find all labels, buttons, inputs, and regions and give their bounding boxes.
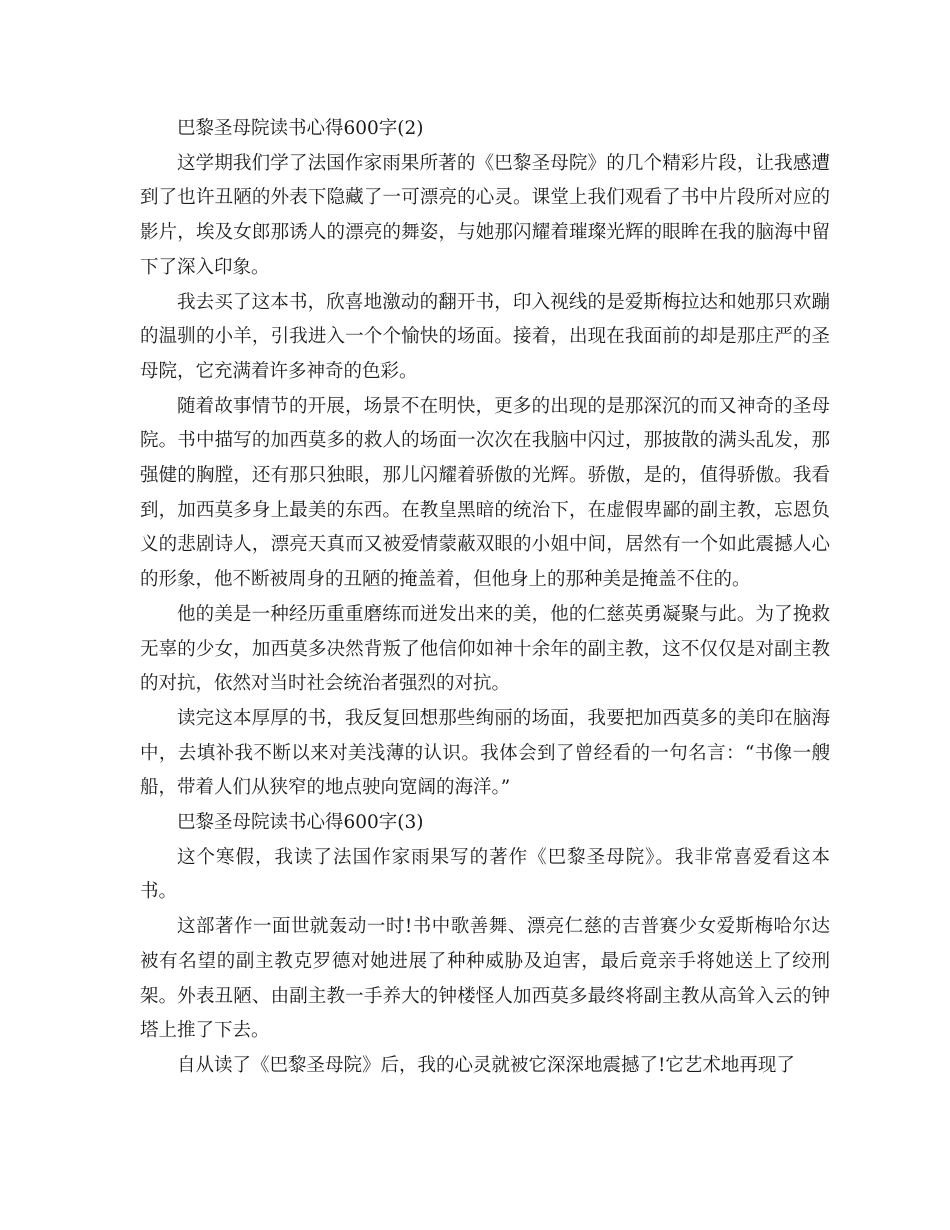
document-body [140,112,830,1084]
paragraph: 他的美是一种经历重重磨练而迸发出来的美，他的仁慈英勇凝聚与此。为了挽救无辜的少女，加西莫多决然背叛了他信仰如神十余年的副主教，这不仅仅是对副主教的对抗，依然对当时社会统治者强烈的对抗。 [140,603,830,695]
paragraph: 这学期我们学了法国作家雨果所著的《巴黎圣母院》的几个精彩片段，让我感遭到了也许丑陋的外表下隐藏了一可漂亮的心灵。课堂上我们观看了书中片段所对应的影片，埃及女郎那诱人的漂亮的舞姿，与她那闪耀着璀璨光辉的眼眸在我的脑海中留下了深入印象。 [140,152,830,278]
paragraph: 随着故事情节的开展，场景不在明快，更多的出现的是那深沉的而又神奇的圣母院。书中描写的加西莫多的救人的场面一次次在我脑中闪过，那披散的满头乱发，那强健的胸膛，还有那只独眼，那儿闪耀着骄傲的光辉。骄傲，是的，值得骄傲。我看到，加西莫多身上最美的东西。在教皇黑暗的统治下，在虚假卑鄙的副主教，忘恩负义的悲剧诗人，漂亮天真而又被爱情蒙蔽双眼的小姐中间，居然有一个如此震撼人心的形象，他不断被周身的丑陋的掩盖着，但他身上的那种美是掩盖不住的。 [140,395,830,591]
paragraph: 我去买了这本书，欣喜地激动的翻开书，印入视线的是爱斯梅拉达和她那只欢蹦的温驯的小羊，引我进入一个个愉快的场面。接着，出现在我面前的却是那庄严的圣母院，它充满着许多神奇的色彩。 [140,291,830,382]
paragraph: 这部著作一面世就轰动一时!书中歌善舞、漂亮仁慈的吉普赛少女爱斯梅哈尔达被有名望的副主教克罗德对她进展了种种威胁及迫害，最后竟亲手将她送上了绞刑架。外表丑陋、由副主教一手养大的钟楼怪人加西莫多最终将副主教从高耸入云的钟塔上推了下去。 [140,916,830,1042]
section-heading-3: 巴黎圣母院读书心得600字(3) [177,812,424,834]
section-heading-2: 巴黎圣母院读书心得600字(2) [177,118,424,139]
paragraph: 自从读了《巴黎圣母院》后，我的心灵就被它深深地震撼了!它艺术地再现了 [177,1054,795,1076]
paragraph: 读完这本厚厚的书，我反复回想那些绚丽的场面，我要把加西莫多的美印在脑海中，去填补我不断以来对美浅薄的认识。我体会到了曾经看的一句名言：“书像一艘船，带着人们从狭窄的地点驶向宽阔的海洋。” [140,707,830,799]
paragraph: 这个寒假，我读了法国作家雨果写的著作《巴黎圣母院》。我非常喜爱看这本书。 [140,846,830,903]
